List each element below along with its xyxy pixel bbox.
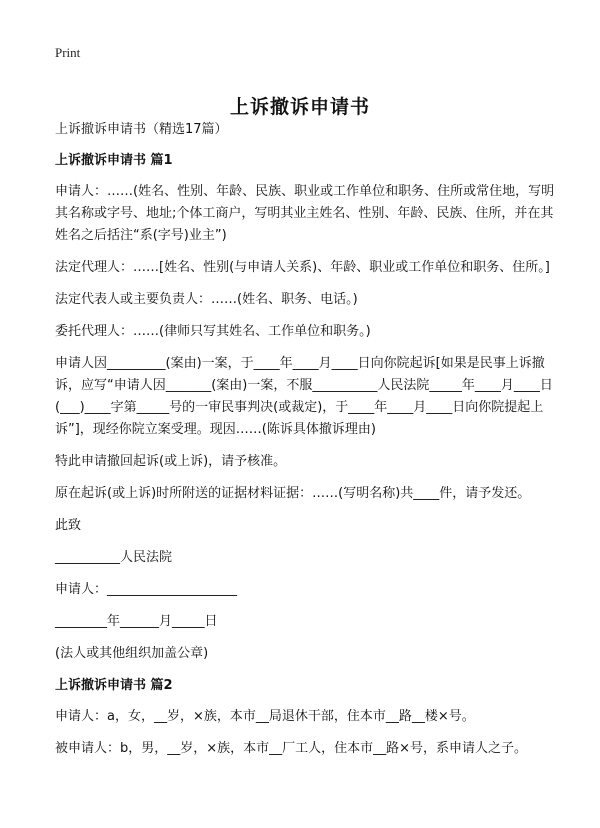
agent-paragraph: 委托代理人：……(律师只写其姓名、工作单位和职务。) <box>55 324 371 339</box>
case-paragraph: 申请人因_________(案由)一案，于____年____月____日向你院起诉[如果是民事上诉撤诉，应写“申请人因_______(案由)一案，不服__________人民法院_____年____月____日(___)____字第_____号的一审民事判决(或裁定)，于____年____月____日向你院提起上诉”]，现经你院立案受理。现因……(陈诉具体撤诉理由) <box>55 356 553 437</box>
legal-person-paragraph: 法定代表人或主要负责人：……(姓名、职务、电话。) <box>55 292 358 307</box>
document-body <box>55 119 560 766</box>
document-subtitle: 上诉撤诉申请书（精选17篇） <box>55 122 228 137</box>
applicant-a-paragraph: 申请人：a，女，__岁，×族，本市__局退休干部，住本市__路__楼×号。 <box>55 709 475 724</box>
evidence-paragraph: 原在起诉(或上诉)时所附送的证据材料证据：……(写明名称)共____件，请予发还。 <box>55 486 531 501</box>
legal-representative-paragraph: 法定代理人：……[姓名、性别(与申请人关系)、年龄、职业或工作单位和职务、住所。] <box>55 260 550 275</box>
applicant-paragraph: 申请人：……(姓名、性别、年龄、民族、职业或工作单位和职务、住所或常住地，写明其名称或字号、地址;个体工商户，写明其业主姓名、性别、年龄、民族、住所，并在其姓名之后括注“系(字号)业主”) <box>55 184 555 243</box>
section-heading-2: 上诉撤诉申请书 篇2 <box>55 678 173 693</box>
seal-note: (法人或其他组织加盖公章) <box>55 646 209 661</box>
print-link[interactable]: Print <box>55 45 81 60</box>
request-paragraph: 特此申请撤回起诉(或上诉)，请予核准。 <box>55 454 287 469</box>
respondent-b-paragraph: 被申请人：b，男，__岁，×族，本市__厂工人，住本市__路×号，系申请人之子。 <box>55 741 528 756</box>
salutation: 此致 <box>55 518 82 533</box>
signature-line: 申请人：____________________ <box>55 582 238 597</box>
date-line: ________年______月_____日 <box>55 614 218 629</box>
section-heading-1: 上诉撤诉申请书 篇1 <box>55 153 173 168</box>
court-line: __________人民法院 <box>55 550 173 565</box>
document-title: 上诉撤诉申请书 <box>229 95 370 118</box>
